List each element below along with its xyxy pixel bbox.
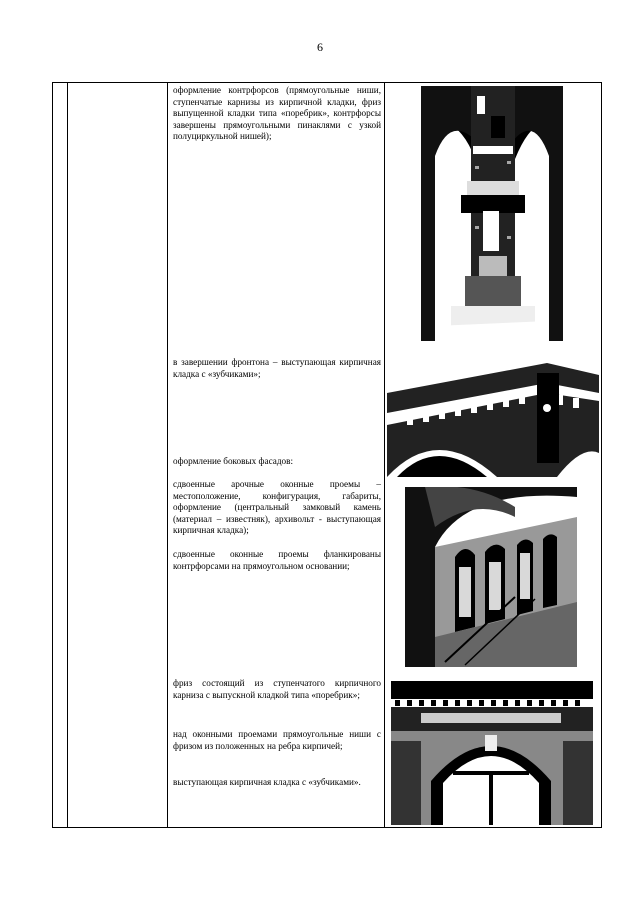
column-divider-2	[167, 83, 168, 827]
row-4-paragraph-2: над оконными проемами прямоугольные ниши с фризом из положенных на ребра кирпичей;	[173, 729, 381, 751]
row-1-paragraph-1: оформление контрфорсов (прямоугольные ниши, ступенчатые карнизы из кирпичной кладки, фриз выпущенной кладки типа «поребрик», контрфорсы завершены прямоугольными пинаклями с узкой полуциркульной нишей);	[173, 85, 381, 142]
row-4-text	[173, 678, 381, 701]
column-divider-1	[67, 83, 68, 827]
side-facade-windows-photo	[405, 487, 577, 667]
row-4-text-c	[173, 777, 381, 789]
row-2-text	[173, 357, 381, 380]
row-2-paragraph-1: в завершении фронтона – выступающая кирпичная кладка с «зубчиками»;	[173, 357, 381, 379]
row-4-paragraph-1: фриз состоящий из ступенчатого кирпичного карниза с выпускной кладкой типа «поребрик»;	[173, 678, 381, 700]
document-table	[52, 82, 602, 828]
row-1-text	[173, 85, 381, 143]
row-3-paragraph-2: сдвоенные оконные проемы фланкированы контрфорсами на прямоугольном основании;	[173, 549, 381, 571]
column-divider-3	[384, 83, 385, 827]
row-3-text-b	[173, 549, 381, 572]
row-3-text	[173, 479, 381, 537]
row-3-paragraph-1: сдвоенные арочные оконные проемы – местоположение, конфигурация, габариты, оформление (центральный замковый камень (материал – известняк), архивольт - выступающая кирпичная кладка);	[173, 479, 381, 536]
pediment-dentils-photo	[387, 353, 599, 477]
row-4-paragraph-3: выступающая кирпичная кладка с «зубчиками».	[173, 777, 361, 787]
buttress-photo	[421, 86, 563, 341]
arched-window-frieze-photo	[391, 681, 593, 825]
row-2-paragraph-2: оформление боковых фасадов:	[173, 456, 293, 466]
row-2-text-b	[173, 456, 381, 468]
page-number: 6	[317, 40, 323, 54]
row-4-text-b	[173, 729, 381, 752]
